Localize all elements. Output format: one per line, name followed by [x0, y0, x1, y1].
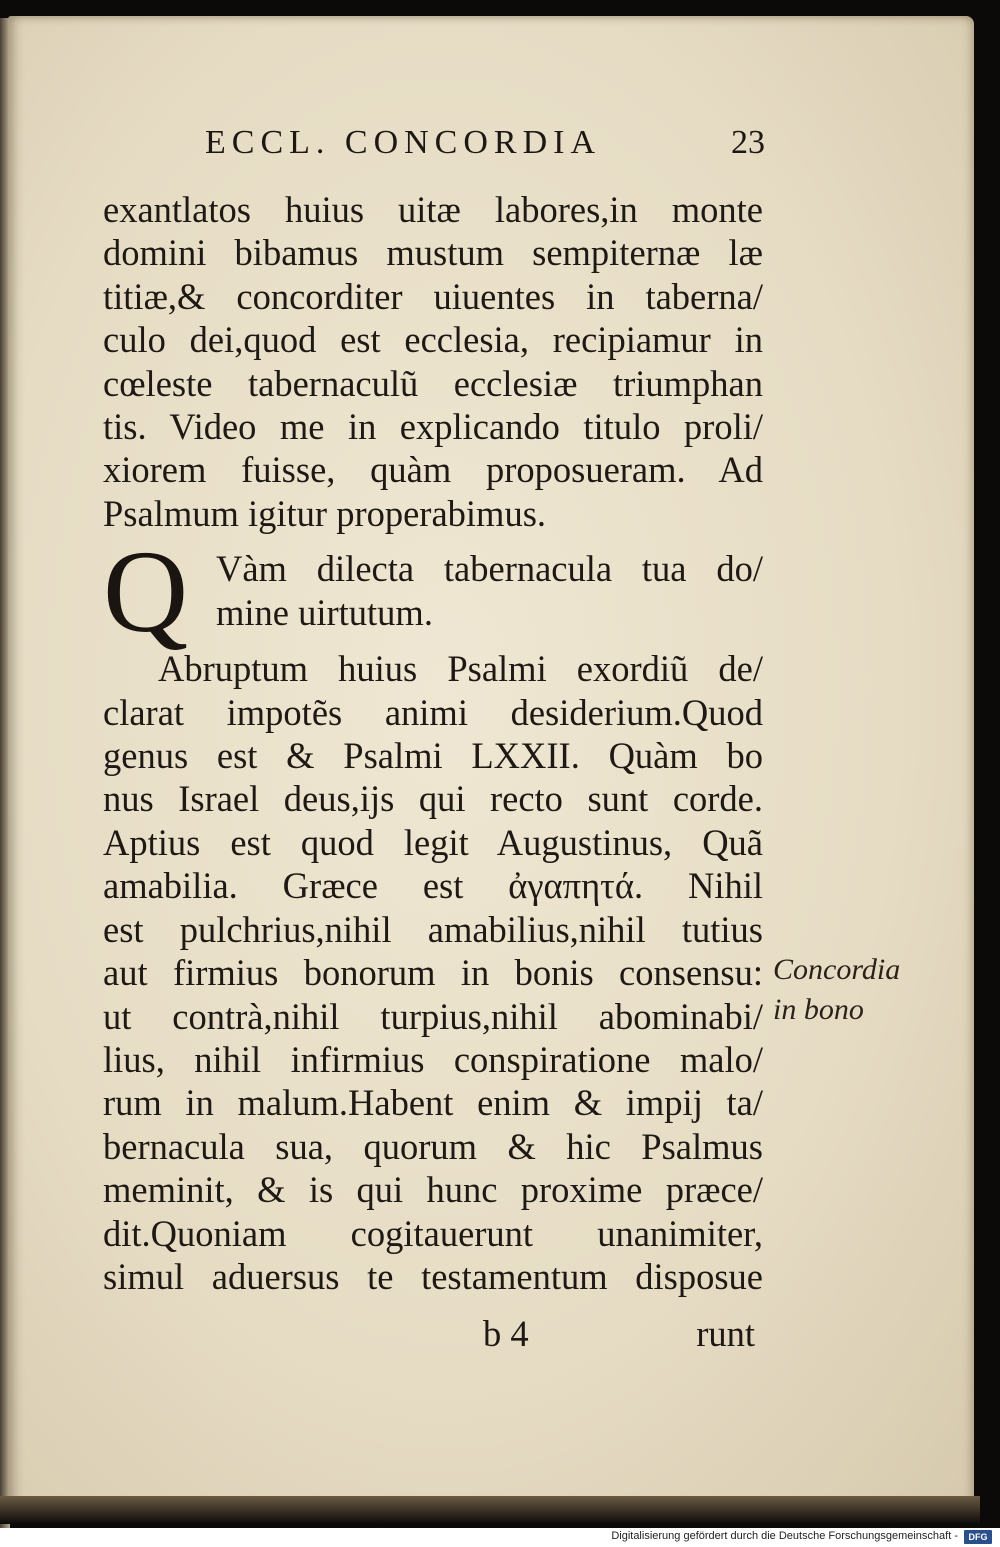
text-line: lius, nihil infirmius conspiratione malo/ [103, 1038, 763, 1080]
main-text [103, 188, 763, 1298]
text-line: rum in malum.Habent enim & impij ta/ [103, 1082, 763, 1124]
text-line: titiæ,& concorditer uiuentes in taberna/ [103, 275, 763, 317]
footer-bar [0, 1528, 1000, 1547]
text-line: simul aduersus te testamentum disposue [103, 1255, 763, 1297]
text-line: ut contrà,nihil turpius,nihil abominabi/ [103, 995, 763, 1037]
text-line: domini bibamus mustum sempiternæ læ [103, 232, 763, 274]
text-line: est pulchrius,nihil amabilius,nihil tutius [103, 908, 763, 950]
text-line: meminit, & is qui hunc proxime præce/ [103, 1169, 763, 1211]
text-line: genus est & Psalmi LXXII. Quàm bo [103, 735, 763, 777]
text-line: culo dei,quod est ecclesia, recipiamur in [103, 319, 763, 361]
text-line: Aptius est quod legit Augustinus, Quã [103, 821, 763, 863]
catchword: runt [696, 1313, 755, 1354]
text-line: xiorem fuisse, quàm proposueram. Ad [103, 449, 763, 491]
dfg-logo: DFG [964, 1530, 992, 1544]
text-line: dit.Quoniam cogitauerunt unanimiter, [103, 1212, 763, 1254]
text-line: nus Israel deus,ijs qui recto sunt corde. [103, 778, 763, 820]
running-head: ECCL. CONCORDIA [205, 124, 602, 161]
margin-note [773, 950, 900, 1030]
footer-credit: Digitalisierung gefördert durch die Deutsche Forschungsgemeinschaft - [611, 1530, 958, 1542]
catch-line [103, 1312, 763, 1356]
margin-note-line: in bono [773, 993, 864, 1026]
drop-initial: Q [103, 526, 189, 658]
text-line: clarat impotẽs animi desiderium.Quod [103, 691, 763, 733]
signature-mark: b 4 [483, 1313, 529, 1354]
verse-line: Vàm dilecta tabernacula tua do/ [216, 548, 763, 590]
verse-line: mine uirtutum. [216, 591, 433, 633]
text-line: Psalmum igitur properabimus. [103, 492, 547, 534]
page-bottom-edge [0, 1496, 980, 1524]
margin-note-line: Concordia [773, 953, 901, 986]
text-line: cœleste tabernaculũ ecclesiæ triumphan [103, 362, 763, 404]
text-line: Abruptum huius Psalmi exordiũ de/ [158, 648, 763, 690]
text-line: amabilia. Græce est ἀγαπητά. Nihil [103, 865, 763, 907]
text-line: aut firmius bonorum in bonis consensu: [103, 952, 763, 994]
page-header [105, 120, 765, 170]
page-number: 23 [731, 124, 765, 161]
text-line: exantlatos huius uitæ labores,in monte [103, 189, 763, 230]
verse-block [103, 526, 763, 658]
text-line: bernacula sua, quorum & hic Psalmus [103, 1125, 763, 1167]
text-line: tis. Video me in explicando titulo proli/ [103, 406, 763, 448]
